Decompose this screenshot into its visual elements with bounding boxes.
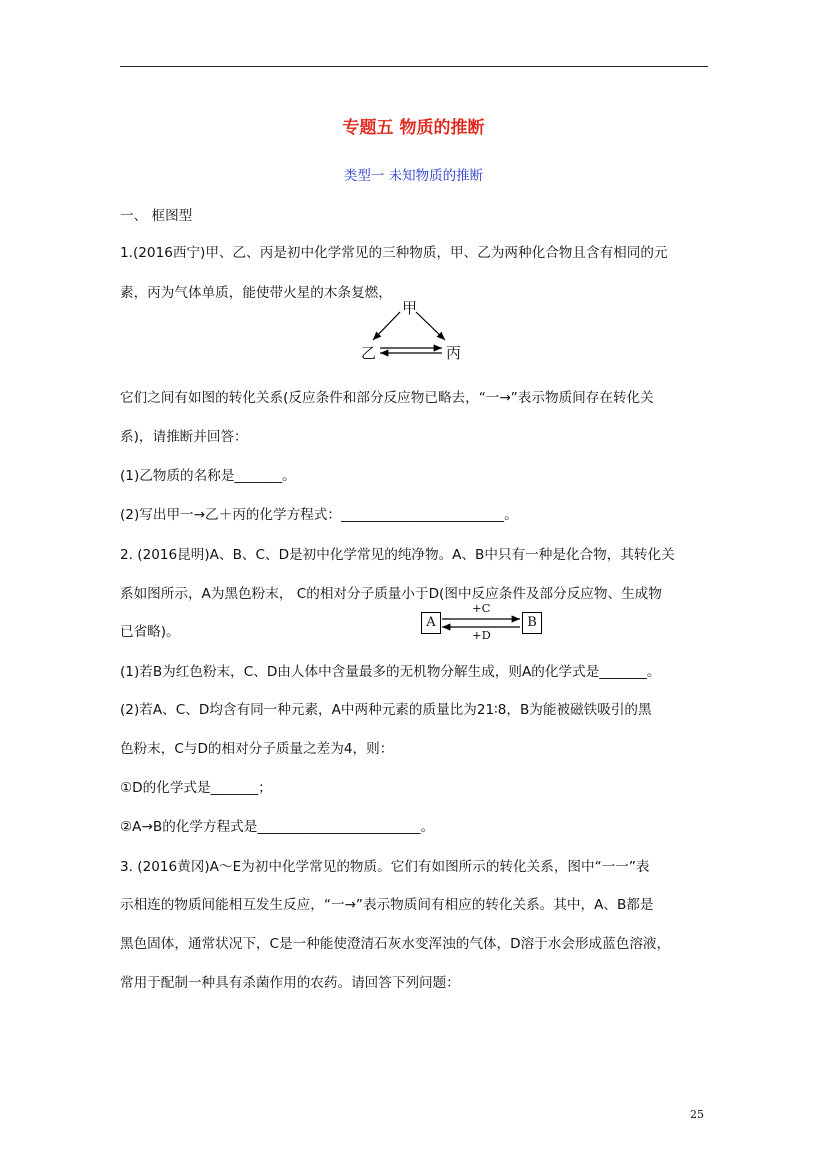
q2-line-1: 2. (2016昆明)A、B、C、D是初中化学常见的纯净物。A、B中只有一种是化合物，其转化关 [120, 547, 675, 563]
diagram2-label-c: +C [472, 601, 491, 615]
diagram1-node-bing: 丙 [446, 344, 462, 362]
section-subtitle: 类型一 未知物质的推断 [343, 168, 484, 184]
q2-sub-1: (1)若B为红色粉末，C、D由人体中含量最多的无机物分解生成，则A的化学式是_______。 [120, 664, 661, 680]
q2-sub-2-item-1: ①D的化学式是_______； [120, 780, 272, 796]
diagram2-box-b: B [522, 612, 542, 634]
q3-line-1: 3. (2016黄冈)A～E为初中化学常见的物质。它们有如图所示的转化关系，图中“一一”表 [120, 859, 650, 875]
q1-sub-2: (2)写出甲一→乙＋丙的化学方程式：________________________。 [120, 507, 518, 523]
q1-line-2: 素，丙为气体单质，能使带火星的木条复燃， [120, 285, 392, 301]
diagram1-node-yi: 乙 [361, 344, 377, 362]
q1-line-3: 它们之间有如图的转化关系(反应条件和部分反应物已略去，“一→”表示物质间存在转化关 [120, 390, 654, 406]
diagram2-box-a: A [421, 612, 441, 634]
section-heading: 一、 框图型 [120, 208, 193, 224]
q3-line-2: 示相连的物质间能相互发生反应，“一→”表示物质间有相应的转化关系。其中，A、B都是 [120, 897, 654, 913]
q1-line-4: 系)，请推断并回答： [120, 429, 248, 445]
q3-line-4: 常用于配制一种具有杀菌作用的农药。请回答下列问题： [120, 975, 460, 991]
q2-line-2: 系如图所示，A为黑色粉末， C的相对分子质量小于D(图中反应条件及部分反应物、生成物 [120, 586, 662, 602]
page-number: 25 [690, 1108, 704, 1121]
diagram2-label-d: +D [472, 628, 491, 642]
q1-line-1: 1.(2016西宁)甲、乙、丙是初中化学常见的三种物质，甲、乙为两种化合物且含有相同的元 [120, 245, 668, 261]
page-title: 专题五 物质的推断 [342, 118, 485, 138]
q2-sub-2-item-2: ②A→B的化学方程式是________________________。 [120, 819, 435, 835]
q3-line-3: 黑色固体，通常状况下，C是一种能使澄清石灰水变浑浊的气体，D溶于水会形成蓝色溶液， [120, 936, 671, 952]
q2-sub-2-line-1: (2)若A、C、D均含有同一种元素，A中两种元素的质量比为21∶8，B为能被磁铁吸引的黑 [120, 702, 652, 718]
q2-line-3: 已省略)。 [120, 624, 180, 640]
q2-sub-2-line-2: 色粉末，C与D的相对分子质量之差为4，则： [120, 741, 394, 757]
q1-sub-1: (1)乙物质的名称是_______。 [120, 468, 296, 484]
diagram1-node-jia: 甲 [402, 299, 418, 317]
